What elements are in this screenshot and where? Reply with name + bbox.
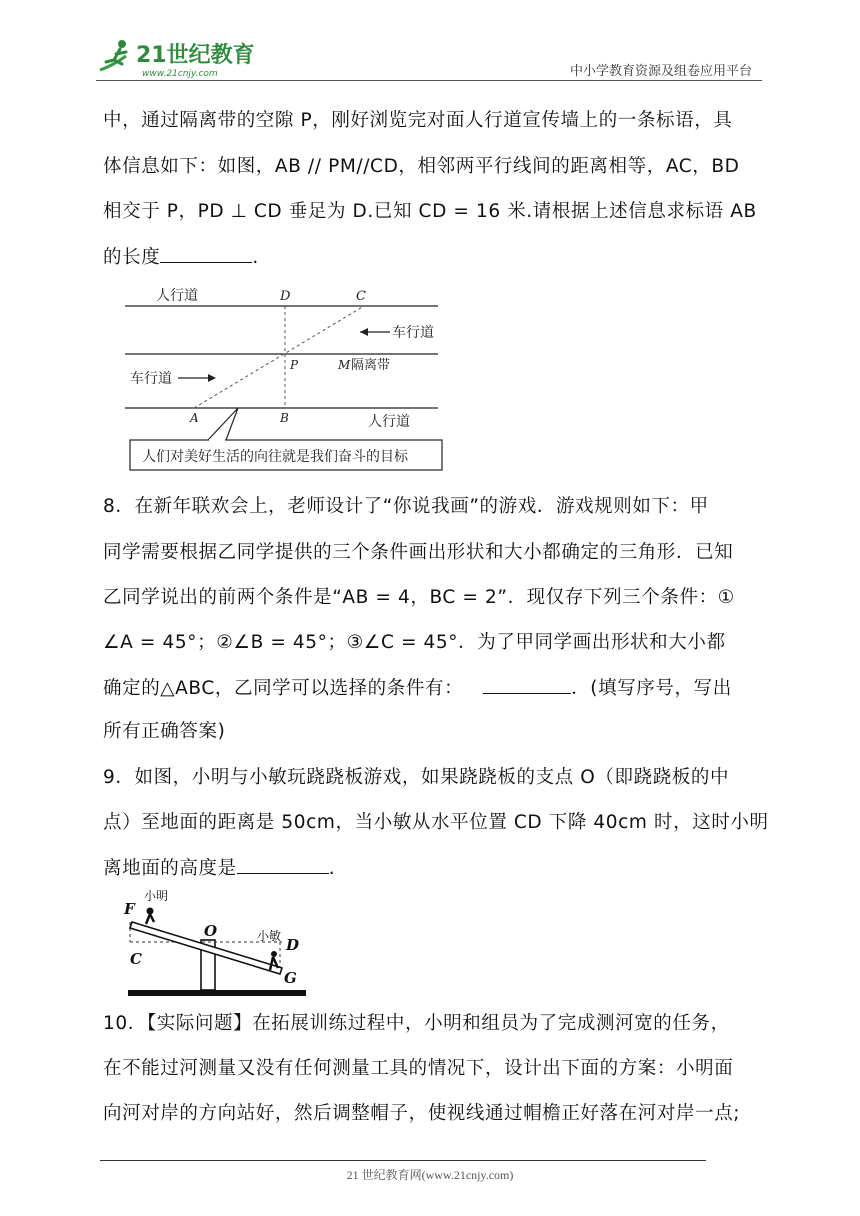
label-o: O (204, 922, 218, 940)
logo-url: www.21cnjy.com (142, 69, 218, 79)
q7-line-1: 中，通过隔离带的空隙 P，刚好浏览完对面人行道宣传墙上的一条标语，具 (103, 110, 733, 131)
label-median: 隔离带 (351, 358, 391, 373)
footer-text[interactable]: 21 世纪教育网(www.21cnjy.com) (346, 1168, 514, 1182)
q8-line-5-text: 确定的△ABC，乙同学可以选择的条件有： (103, 678, 464, 699)
label-xiaomin: 小敏 (257, 929, 282, 943)
label-sidewalk-bottom: 人行道 (368, 414, 410, 430)
label-sidewalk-top: 人行道 (156, 288, 198, 304)
label-m: M (338, 358, 351, 372)
arrow-right-head-icon (208, 374, 216, 382)
q7-line-2: 体信息如下：如图，AB // PM//CD，相邻两平行线间的距离相等，AC，BD (103, 156, 740, 177)
q7-line-4-text: 的长度 (103, 247, 161, 268)
q8-line-4: ∠A = 45°；②∠B = 45°；③∠C = 45°．为了甲同学画出形状和大小都 (103, 632, 726, 653)
logo-text: 21世纪教育 (136, 43, 255, 68)
q9-line-3-text: 离地面的高度是 (103, 858, 237, 879)
label-g: G (284, 969, 297, 987)
label-xiaoming: 小明 (144, 889, 169, 903)
q10-line-3: 向河对岸的方向站好，然后调整帽子，使视线通过帽檐正好落在河对岸一点; (103, 1103, 741, 1124)
label-d: D (280, 289, 291, 304)
q7-line-4-end: . (252, 247, 259, 268)
dashed-ac (194, 306, 364, 408)
label-f: F (124, 900, 135, 918)
q9-line-3-end: . (328, 858, 336, 879)
label-lane-right: 车行道 (392, 325, 434, 341)
q7-line-3: 相交于 P，PD ⊥ CD 垂足为 D.已知 CD = 16 米.请根据上述信息求标语 AB (103, 201, 757, 222)
q9-line-1: 9．如图，小明与小敏玩跷跷板游戏，如果跷跷板的支点 O（即跷跷板的中 (103, 767, 730, 788)
ground (128, 990, 306, 996)
runner-logo-icon (92, 36, 262, 80)
q8-line-5 (103, 675, 732, 702)
footer-divider (100, 1160, 706, 1161)
label-p: P (290, 358, 299, 372)
q8-line-2: 同学需要根据乙同学提供的三个条件画出形状和大小都确定的三角形．已知 (103, 542, 734, 563)
label-lane-left: 车行道 (130, 371, 172, 387)
platform-title: 中小学教育资源及组卷应用平台 (569, 64, 752, 79)
answer-blank[interactable] (483, 675, 571, 694)
seesaw-figure (120, 884, 310, 1000)
arrow-left-head-icon (360, 328, 368, 336)
q10-line-1: 10．【实际问题】在拓展训练过程中，小明和组员为了完成测河宽的任务， (103, 1013, 730, 1034)
q8-line-3: 乙同学说出的前两个条件是“AB = 4，BC = 2”．现仅存下列三个条件：① (103, 587, 735, 608)
q9-line-2: 点）至地面的距离是 50cm，当小敏从水平位置 CD 下降 40cm 时，这时小明 (103, 812, 769, 833)
q8-line-5-end: ．(填写序号，写出 (571, 678, 732, 699)
site-logo (92, 36, 262, 80)
xiaomin-head (271, 951, 277, 957)
q8-line-6: 所有正确答案) (103, 721, 226, 742)
q8-line-1: 8．在新年联欢会上，老师设计了“你说我画”的游戏．游戏规则如下：甲 (103, 496, 709, 517)
q7-line-4 (103, 244, 259, 271)
q9-line-3 (103, 855, 335, 882)
label-d2: D (286, 936, 300, 954)
q10-line-2: 在不能过河测量又没有任何测量工具的情况下，设计出下面的方案：小明面 (103, 1058, 734, 1079)
slogan-text: 人们对美好生活的向往就是我们奋斗的目标 (142, 449, 408, 465)
label-b: B (280, 411, 289, 425)
sign-pointer (208, 408, 238, 440)
road-figure (120, 282, 446, 476)
answer-blank[interactable] (160, 244, 252, 263)
label-a: A (190, 411, 199, 425)
xiaoming-body (146, 914, 154, 924)
xiaoming-head (147, 908, 154, 915)
label-c2: C (130, 950, 142, 968)
answer-blank[interactable] (237, 855, 329, 874)
header-divider (96, 80, 762, 81)
label-c: C (356, 289, 366, 304)
